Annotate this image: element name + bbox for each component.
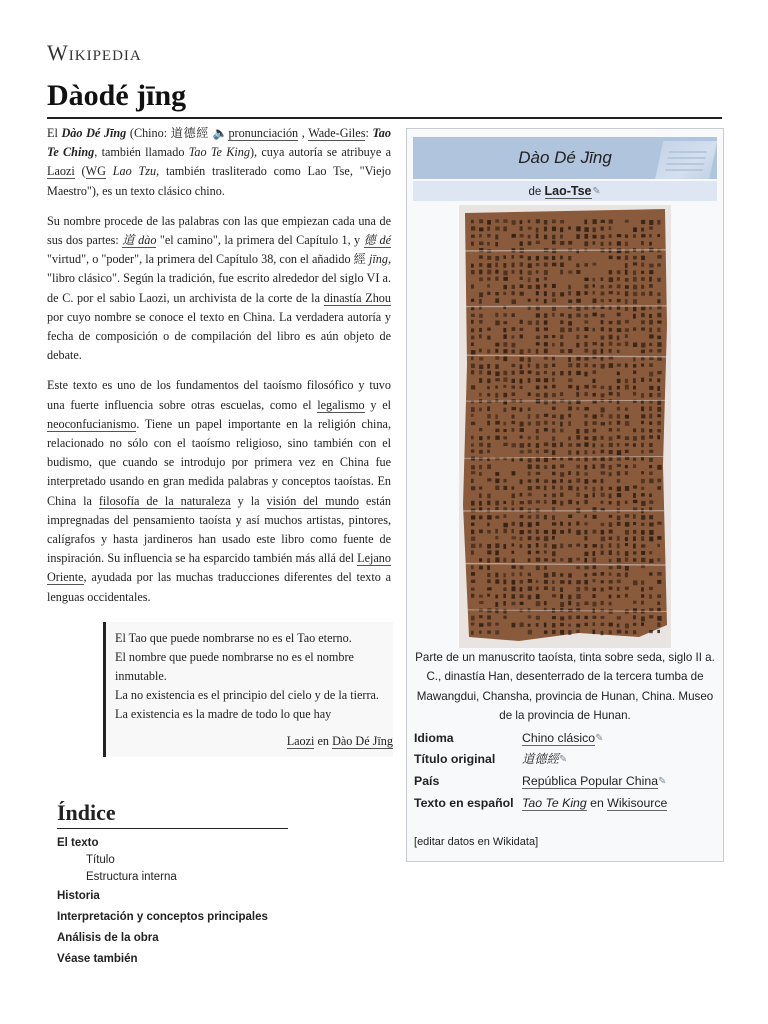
speaker-icon[interactable]: 🔈 — [212, 126, 229, 140]
link-de[interactable]: 德 dé — [363, 233, 391, 248]
page-title: Dàodé jīng — [47, 79, 187, 112]
link-republica-popular-china[interactable]: República Popular China — [522, 774, 659, 788]
link-vision-mundo[interactable]: visión del mundo — [266, 493, 359, 508]
link-dao[interactable]: 道 dào — [122, 233, 157, 248]
quote-line: El Tao que puede nombrarse no es el Tao eterno. — [115, 631, 352, 645]
toc-item-historia[interactable]: Historia — [57, 890, 100, 902]
toc-item-estructura[interactable]: Estructura interna — [86, 871, 177, 883]
pencil-icon[interactable]: ✎ — [595, 732, 604, 744]
toc-item-interpretacion[interactable]: Interpretación y conceptos principales — [57, 911, 268, 923]
quote-line: La no existencia es el principio del cielo y de la tierra. — [115, 688, 379, 702]
pencil-icon[interactable]: ✎ — [592, 185, 601, 197]
quote-block — [103, 622, 393, 757]
quote-source: Laozi en Dào Dé Jīng — [286, 734, 393, 748]
toc-heading: Índice — [57, 800, 116, 825]
pencil-icon[interactable]: ✎ — [658, 775, 667, 787]
wikidata-edit: [editar datos en Wikidata] — [414, 836, 539, 848]
link-wade-giles[interactable]: Wade-Giles — [308, 126, 366, 140]
link-quote-author[interactable]: Laozi — [286, 734, 315, 748]
silk-manuscript-graphic — [459, 205, 671, 648]
wikipedia-logo[interactable]: Wikipedia — [47, 40, 142, 65]
infobox-title: Dào Dé Jīng — [518, 148, 612, 167]
title-divider — [47, 117, 722, 119]
article-body — [47, 124, 391, 618]
link-author[interactable]: Lao-Tse — [544, 184, 592, 198]
toc-item-el-texto[interactable]: El texto — [57, 837, 99, 849]
link-quote-work[interactable]: Dào Dé Jīng — [332, 734, 393, 748]
bold-title: Dào Dé Jīng — [61, 126, 127, 140]
link-wikisource[interactable]: Wikisource — [607, 796, 668, 810]
paragraph-2: Su nombre procede de las palabras con las que empiezan cada una de sus dos partes: 道 dào "el camino", la primera del Capítulo 1, y 德 dé "virtud", o "poder", la primera del Capítulo 38, con el añadido 經 jīng, "libro clásico". Según la tradición, fue escrito alrededor del siglo VI a. de C. por el sabio Laozi, un archivista de la corte de la dinastía Zhou por cuyo nombre se conoce el texto en China. La verdadera autoría y fecha de composición o de compilación del libro es aún objeto de debate. — [47, 213, 391, 363]
paragraph-3: Este texto es uno de los fundamentos del taoísmo filosófico y tuvo una fuerte influencia sobre otras escuelas, como el legalismo y el neoconfucianismo. Tiene un papel importante en la religión china, relacionado no sólo con el taoísmo religioso, sino también con el budismo, que cuando se introdujo por primera vez en China fue interpretado usando en gran medida palabras y conceptos taoístas. En China la filosofía de la naturaleza y la visión del mundo están impregnadas del pensamiento taoísta y así muchos artistas, pintores, calígrafos y hasta jardineros han usado este libro como fuente de inspiración. Su influencia se ha esparcido también más allá del Lejano Oriente, ayudada por las muchas traducciones diferentes del texto a lenguas occidentales. — [47, 378, 392, 604]
paragraph-1: El Dào Dé Jīng (Chino: 道德經 🔈pronunciación , Wade-Giles: Tao Te Ching, también llamado Tao Te King), cuya autoría se atribuye a Laozi (WG Lao Tzu, también trasliterado como Lao Tse, "Viejo Maestro"), es un texto clásico chino. — [47, 126, 392, 198]
table-of-contents — [57, 835, 268, 970]
infobox-author-row: de Lao-Tse✎ — [413, 181, 717, 201]
link-editar-wikidata[interactable]: editar datos en Wikidata — [417, 836, 536, 848]
link-tao-te-king[interactable]: Tao Te King — [522, 796, 587, 810]
manuscript-image[interactable] — [459, 205, 671, 648]
pencil-icon[interactable]: ✎ — [558, 753, 568, 765]
image-caption: Parte de un manuscrito taoísta, tinta sobre seda, siglo II a. C., dinastía Han, desenterrado de la tercera tumba de Mawangdui, Chansha, provincia de Hunan, China. Museo de la provincia de Hunan. — [415, 651, 715, 722]
link-chino-clasico[interactable]: Chino clásico — [522, 731, 596, 745]
toc-item-titulo[interactable]: Título — [86, 854, 115, 866]
toc-item-analisis[interactable]: Análisis de la obra — [57, 932, 159, 944]
link-filosofia-naturaleza[interactable]: filosofía de la naturaleza — [98, 493, 231, 508]
quote-line: El nombre que puede nombrarse no es el nombre inmutable. — [115, 650, 354, 683]
infobox: Dào Dé Jīng de Lao-Tse✎ Parte de un manuscrito taoísta, tinta sobre seda, siglo II a. C., dinastía Han, desenterrado de la tercera tumba de Mawangdui, Chansha, provincia de Hunan, China. Museo de la provincia de Hunan. Idioma Chino clásico✎ Título original 道德經✎ País República Popular China✎ Texto en español Tao Te King en Wikisource [editar datos en Wikidata] — [406, 128, 724, 862]
toc-divider — [57, 828, 288, 829]
link-legalismo[interactable]: legalismo — [317, 397, 365, 412]
link-pronunciacion[interactable]: pronunciación — [228, 126, 299, 140]
link-dinastia-zhou[interactable]: dinastía Zhou — [323, 290, 391, 305]
toc-item-vease[interactable]: Véase también — [57, 953, 138, 965]
link-laozi[interactable]: Laozi — [47, 164, 75, 179]
link-neoconfucianismo[interactable]: neoconfucianismo — [47, 416, 137, 431]
link-wg[interactable]: WG — [85, 164, 106, 179]
quote-line: La existencia es la madre de todo lo que hay — [115, 707, 332, 721]
link-lejano-oriente[interactable]: Lejano Oriente — [47, 551, 391, 585]
infobox-header — [413, 137, 717, 179]
